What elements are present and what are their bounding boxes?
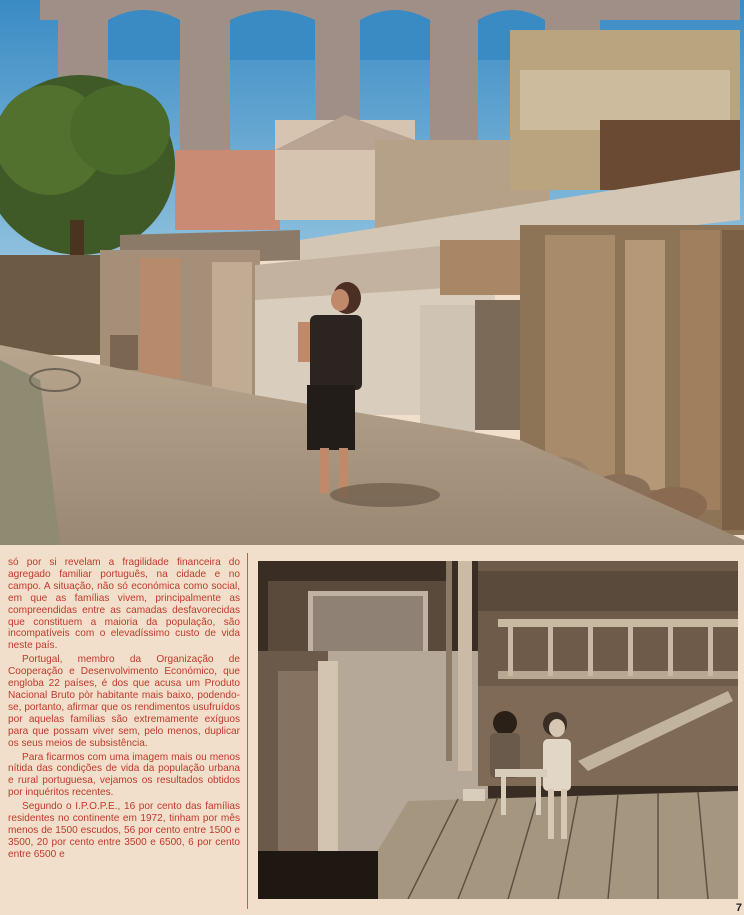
page-number: 7 xyxy=(735,902,742,914)
bottom-photo-scene xyxy=(258,561,738,899)
column-divider xyxy=(247,553,248,909)
bottom-photo-children-shack xyxy=(258,561,738,899)
article-paragraph-2: Portugal, membro da Organização de Cooperação e Desenvolvimento Económico, que engloba 22 países, é dos que acusa um Produto Nacional Bruto pòr habitante mais baixo, podendo-se, portanto, afirmar que os rendimentos usufruídos por aquelas famílias são extremamente exíguos para que possam viver sem, pelo menos, duplicar os seus meios de subsistência. xyxy=(8,654,240,749)
article-column xyxy=(8,557,240,907)
article-paragraph-3: Para ficarmos com uma imagem mais ou menos nítida das condições de vida da população urbana e rural portuguesa, vejamos os resultados obtidos por inquéritos recentes. xyxy=(8,751,240,799)
article-paragraph-1: só por si revelam a fragilidade financeira do agregado familiar português, na cidade e no campo. A situação, não só económica como social, em que as famílias vivem, principalmente as compreendidas entre as camadas desfavorecidas que constituem a maioria da população, são incompatíveis com o elevadíssimo custo de vida neste país. xyxy=(8,557,240,652)
article-paragraph-4: Segundo o I.P.O.P.E., 16 por cento das famílias residentes no continente em 1972, tinham por mês menos de 1500 escudos, 56 por cento entre 1500 e 3500, 20 por cento entre 3500 e 6500, 6 por cento entre 6500 e xyxy=(8,801,240,860)
